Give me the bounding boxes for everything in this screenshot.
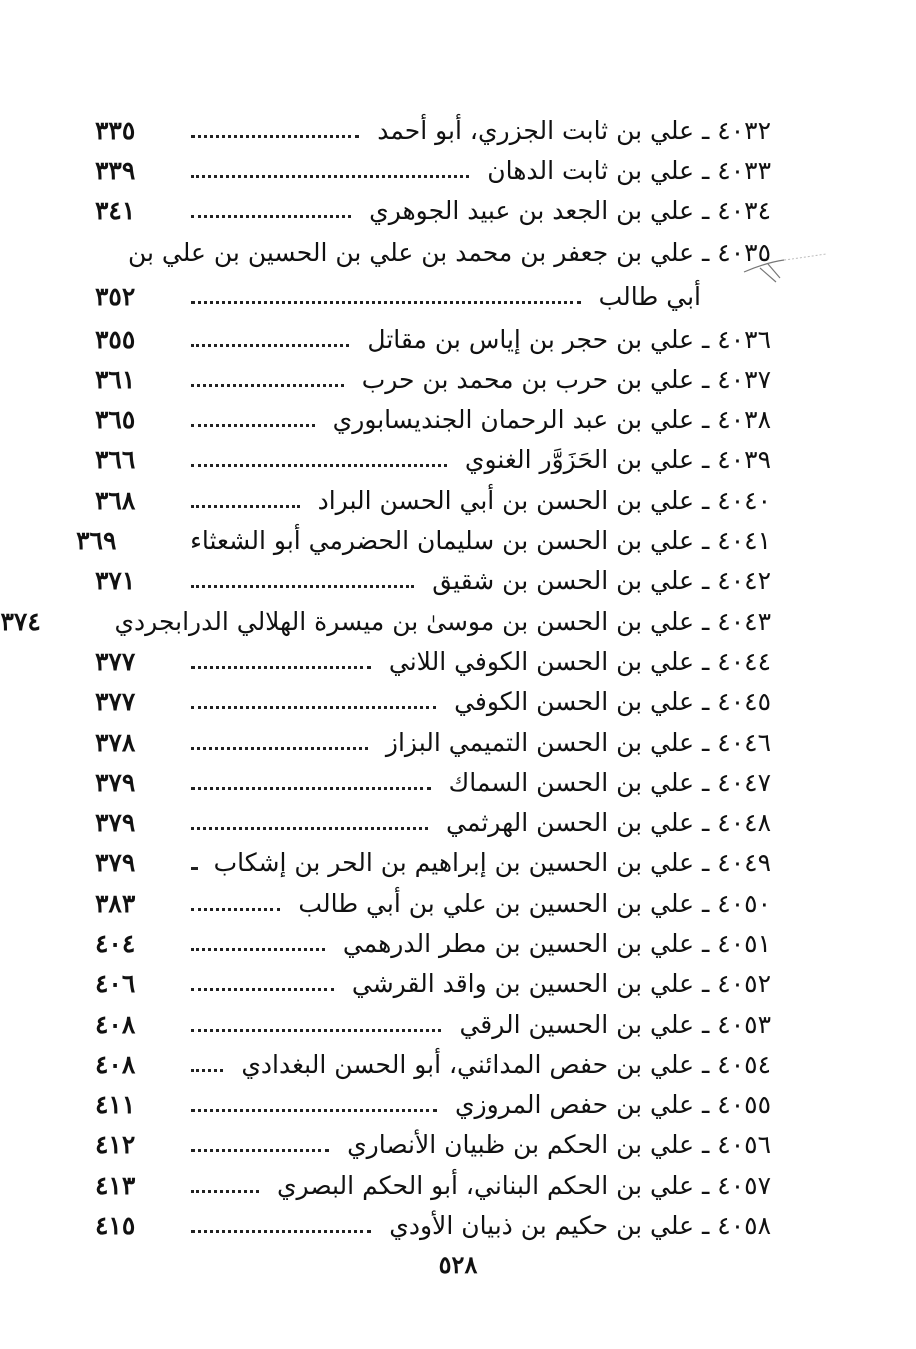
entry-title: ٤٠٤٢ ـ علي بن الحسن بن شقيق (432, 566, 771, 596)
dot-leader (191, 175, 469, 178)
entry-title: ٤٠٥٤ ـ علي بن حفص المدائني، أبو الحسن البغدادي (241, 1049, 771, 1079)
entry-page: ٤٠٨ (95, 1009, 136, 1039)
entry-title: ٤٠٣٤ ـ علي بن الجعد بن عبيد الجوهري (369, 196, 771, 226)
dot-leader (191, 988, 334, 991)
entry-page: ٤١٢ (95, 1130, 136, 1160)
footer-page-number: ٥٢٨ (438, 1250, 478, 1279)
dot-leader (191, 827, 428, 830)
entry-page: ٣٤١ (95, 196, 136, 226)
index-entry-continuation (95, 275, 771, 319)
entry-page: ٤١١ (95, 1090, 136, 1120)
dot-leader (191, 384, 344, 387)
entry-title: أبي طالب (598, 282, 701, 312)
dot-leader (191, 585, 414, 588)
dot-leader (191, 505, 300, 508)
index-entry (95, 191, 771, 231)
entry-title: ٤٠٤٧ ـ علي بن الحسن السماك (448, 767, 771, 797)
dot-leader (191, 867, 196, 870)
entry-page: ٤٠٦ (95, 969, 136, 999)
dot-leader (191, 1069, 223, 1072)
dot-leader (191, 908, 280, 911)
dot-leader (191, 1149, 329, 1152)
dot-leader (191, 666, 371, 669)
dot-leader (191, 1109, 437, 1112)
entry-title: ٤٠٣٩ ـ علي بن الحَزَوَّر الغنوي (464, 445, 771, 475)
entry-title: ٤٠٥٥ ـ علي بن حفص المروزي (454, 1090, 771, 1120)
dot-leader (191, 464, 447, 467)
dot-leader (191, 1029, 441, 1032)
entry-page: ٣٧٧ (95, 646, 136, 676)
entry-title: ٤٠٣٢ ـ علي بن ثابت الجزري، أبو أحمد (377, 115, 771, 145)
entry-title: ٤٠٤٠ ـ علي بن الحسن بن أبي الحسن البراد (317, 485, 771, 515)
entry-page: ٣٧٧ (95, 687, 136, 717)
entry-page: ٣٣٩ (95, 155, 136, 185)
index-entry (95, 480, 771, 520)
dot-leader (191, 215, 351, 218)
entry-page: ٣٧٩ (95, 848, 136, 878)
entry-page: ٤٠٨ (95, 1049, 136, 1079)
entry-title: ٤٠٣٥ ـ علي بن جعفر بن محمد بن علي بن الحسين بن علي بن (127, 238, 771, 268)
entry-page: ٣٨٣ (95, 888, 136, 918)
index-entry (95, 722, 771, 762)
entry-page: ٣٦٨ (95, 485, 136, 515)
entry-title: ٤٠٥٨ ـ علي بن حكيم بن ذبيان الأودي (389, 1211, 771, 1241)
entry-title: ٤٠٥٧ ـ علي بن الحكم البناني، أبو الحكم البصري (276, 1170, 771, 1200)
index-entry (0, 601, 771, 641)
dot-leader (191, 706, 436, 709)
index-entry (95, 231, 771, 275)
entry-page: ٣٧١ (95, 566, 136, 596)
entry-title: ٤٠٥٠ ـ علي بن الحسين بن علي بن أبي طالب (298, 888, 771, 918)
index-entry (95, 110, 771, 150)
index-entry (95, 359, 771, 399)
entry-page: ٣٦٩ (76, 526, 117, 556)
entry-title: ٤٠٣٧ ـ علي بن حرب بن محمد بن حرب (361, 364, 771, 394)
entry-title: ٤٠٤١ ـ علي بن الحسن بن سليمان الحضرمي أبو الشعثاء (190, 526, 771, 556)
dot-leader (191, 1230, 371, 1233)
dot-leader (191, 424, 315, 427)
index-entry (95, 440, 771, 480)
entry-page: ٤١٣ (95, 1170, 136, 1200)
entry-title: ٤٠٣٦ ـ علي بن حجر بن إياس بن مقاتل (367, 324, 771, 354)
dot-leader (191, 787, 431, 790)
index-entry (95, 1165, 771, 1205)
entry-title: ٤٠٥٦ ـ علي بن الحكم بن ظبيان الأنصاري (347, 1130, 771, 1160)
dot-leader (191, 747, 368, 750)
entry-title: ٤٠٥٣ ـ علي بن الحسين الرقي (459, 1009, 771, 1039)
entry-page: ٣٥٥ (95, 324, 136, 354)
entry-page: ٣٦١ (95, 364, 136, 394)
entry-page: ٣٧٩ (95, 767, 136, 797)
index-entry (95, 923, 771, 963)
dot-leader (191, 1190, 259, 1193)
index-entry (95, 1085, 771, 1125)
entry-title: ٤٠٤٨ ـ علي بن الحسن الهرثمي (446, 808, 771, 838)
entry-page: ٣٧٨ (95, 727, 136, 757)
dot-leader (191, 344, 349, 347)
entry-title: ٤٠٣٨ ـ علي بن عبد الرحمان الجنديسابوري (332, 405, 771, 435)
index-entry (95, 641, 771, 681)
entry-page: ٣٣٥ (95, 115, 136, 145)
entry-page: ٣٧٩ (95, 808, 136, 838)
index-entry (95, 399, 771, 439)
entry-page: ٤١٥ (95, 1211, 136, 1241)
index-entry (95, 682, 771, 722)
entry-title: ٤٠٥٢ ـ علي بن الحسين بن واقد القرشي (351, 969, 771, 999)
entry-page: ٣٦٥ (95, 405, 136, 435)
entry-title: ٤٠٤٤ ـ علي بن الحسن الكوفي اللاني (388, 646, 771, 676)
entry-page: ٤٠٤ (95, 928, 136, 958)
entry-page: ٣٧٤ (0, 606, 41, 636)
dot-leader (191, 135, 359, 138)
entry-title: ٤٠٤٥ ـ علي بن الحسن الكوفي (454, 687, 771, 717)
index-entry (95, 762, 771, 802)
index-entries (0, 110, 771, 1246)
index-entry (95, 883, 771, 923)
index-entry (95, 561, 771, 601)
entry-title: ٤٠٤٩ ـ علي بن الحسين بن إبراهيم بن الحر بن إشكاب (213, 848, 771, 878)
index-entry (95, 802, 771, 842)
entry-page: ٣٦٦ (95, 445, 136, 475)
index-entry (95, 964, 771, 1004)
entry-title: ٤٠٤٣ ـ علي بن الحسن بن موسىٰ بن ميسرة الهلالي الدرابجردي (114, 606, 771, 636)
index-entry (95, 150, 771, 190)
entry-title: ٤٠٥١ ـ علي بن الحسين بن مطر الدرهمي (342, 928, 771, 958)
index-entry (95, 1044, 771, 1084)
index-entry (95, 1004, 771, 1044)
dot-leader (191, 948, 325, 951)
entry-page: ٣٥٢ (95, 282, 136, 312)
index-entry (95, 1205, 771, 1245)
pencil-mark-icon (740, 238, 830, 288)
index-entry (95, 319, 771, 359)
index-entry (95, 843, 771, 883)
index-entry (95, 1125, 771, 1165)
entry-title: ٤٠٣٣ ـ علي بن ثابت الدهان (487, 155, 771, 185)
dot-leader (191, 301, 581, 304)
index-entry (76, 520, 771, 560)
entry-title: ٤٠٤٦ ـ علي بن الحسن التميمي البزاز (385, 727, 771, 757)
